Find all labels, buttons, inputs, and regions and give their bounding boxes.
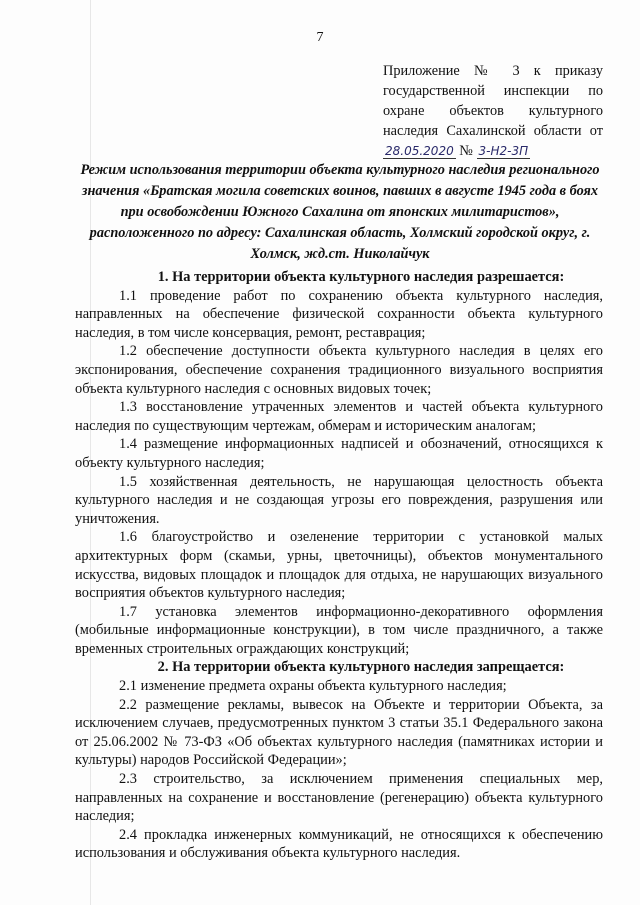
list-item: 1.4 размещение информационных надписей и обозначений, относящихся к объекту культурного наследия; bbox=[75, 436, 603, 471]
list-item: 2.1 изменение предмета охраны объекта культурного наследия; bbox=[119, 678, 507, 695]
list-item: 1.1 проведение работ по сохранению объекта культурного наследия, направленных на обеспечение физической сохранности объекта культурного наследия, в том числе консервация, ремонт, реставрация; bbox=[75, 287, 603, 341]
list-item: 1.5 хозяйственная деятельность, не нарушающая целостность объекта культурного наследия и не создающая угрозы его повреждения, разрушения или уничтожения. bbox=[75, 473, 603, 527]
section1-heading: 1. На территории объекта культурного наследия разрешается: bbox=[157, 269, 565, 285]
list-item: 2.3 строительство, за исключением применения специальных мер, направленных на сохранение и восстановление (регенерацию) объекта культурного наследия; bbox=[75, 771, 603, 825]
document-title: Режим использования территории объекта культурного наследия регионального значения «Братская могила советских воинов, павших в августе 1945 года в боях при освобождении Южного Сахалина от японских милитаристов», расположенного по адресу: Сахалинская область, Холмский городской округ, г. Холмск, жд.ст. Николайчук bbox=[80, 162, 600, 262]
list-item: 1.2 обеспечение доступности объекта культурного наследия в целях его экспонирования, обеспечение сохранения традиционного визуального восприятия объекта культурного наследия с основных видовых точек; bbox=[75, 343, 603, 397]
list-item: 1.6 благоустройство и озеленение территории с установкой малых архитектурных форм (скамьи, урны, цветочницы), объектов монументального искусства, видовых площадок и площадок для отдыха, не нарушающих визуального восприятия объектов культурного наследия; bbox=[75, 529, 603, 602]
appendix-text: Приложение № 3 к приказу государственной инспекции по охране объектов культурного наследия Сахалинской области от bbox=[383, 63, 603, 139]
document-body bbox=[75, 268, 603, 863]
list-item: 2.4 прокладка инженерных коммуникаций, не относящихся к обеспечению использования и обслуживания объекта культурного наследия. bbox=[75, 826, 603, 862]
number-label: № bbox=[459, 143, 473, 159]
handwritten-number: 3-Н2-3П bbox=[478, 144, 529, 158]
handwritten-date: 28.05.2020 bbox=[385, 144, 454, 158]
page-number: 7 bbox=[316, 30, 324, 45]
appendix-note bbox=[383, 61, 603, 161]
list-item: 1.3 восстановление утраченных элементов и частей объекта культурного наследия по существующим чертежам, обмерам и историческим аналогам; bbox=[75, 399, 603, 434]
list-item: 1.7 установка элементов информационно-декоративного оформления (мобильные информационные конструкции), в том числе праздничного, а также временных строительных ограждающих конструкций; bbox=[75, 603, 603, 657]
section2-heading: 2. На территории объекта культурного наследия запрещается: bbox=[157, 659, 565, 676]
list-item: 2.2 размещение рекламы, вывесок на Объекте и территории Объекта, за исключением случаев, предусмотренных пунктом 3 статьи 35.1 Федерального закона от 25.06.2002 № 73-ФЗ «Об объектах культурного наследия (памятниках истории и культуры) народов Российской Федерации»; bbox=[75, 696, 603, 769]
